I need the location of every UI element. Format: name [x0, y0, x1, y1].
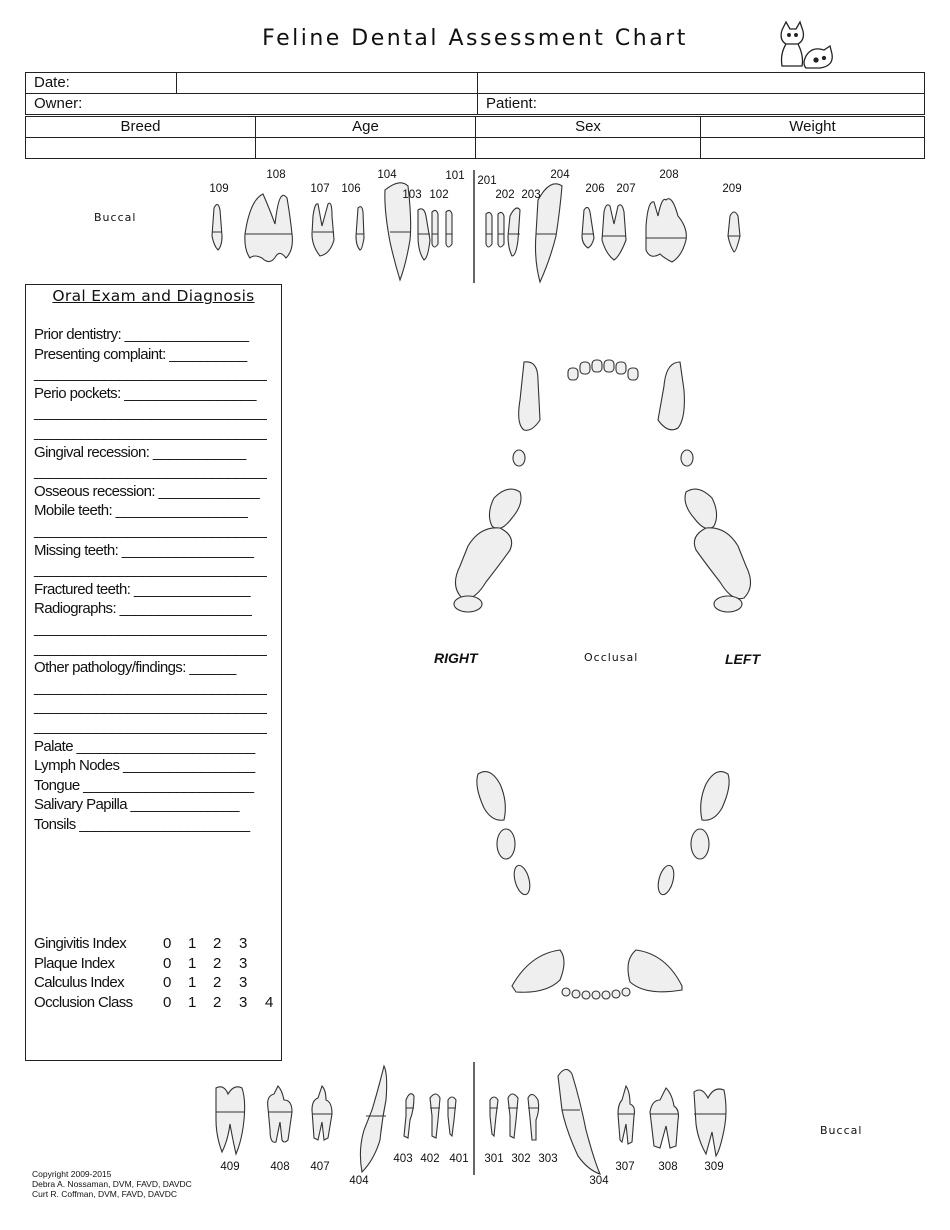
index-score[interactable]: 4 [265, 993, 274, 1011]
tooth-number: 101 [445, 170, 465, 182]
index-score[interactable]: 3 [239, 974, 248, 992]
exam-line[interactable]: ______________________________ [34, 639, 267, 657]
index-score[interactable]: 0 [163, 935, 172, 952]
oral-exam-title: Oral Exam and Diagnosis [52, 287, 255, 305]
sex-field[interactable] [476, 138, 701, 159]
oral-exam-panel [25, 284, 282, 1061]
exam-line[interactable]: Mobile teeth: _________________ [34, 502, 248, 520]
tooth-number: 309 [704, 1161, 724, 1173]
tooth-number: 303 [538, 1153, 558, 1165]
breed-header: Breed [26, 117, 256, 138]
page-title: Feline Dental Assessment Chart [262, 26, 688, 51]
exam-line[interactable]: Palate _______________________ [34, 737, 255, 755]
tooth-number: 207 [616, 183, 636, 195]
copyright-line: Curt R. Coffman, DVM, FAVD, DAVDC [32, 1189, 178, 1199]
tooth-number: 403 [393, 1153, 413, 1165]
exam-line[interactable]: Tonsils ______________________ [34, 816, 250, 833]
lower-buccal-label: Buccal [820, 1124, 863, 1137]
tooth-number: 103 [402, 189, 422, 201]
tooth-number: 202 [495, 189, 515, 201]
tooth-number: 408 [270, 1161, 290, 1173]
index-score[interactable]: 3 [239, 954, 248, 972]
exam-line[interactable]: ______________________________ [34, 561, 267, 579]
tooth-number: 106 [341, 183, 361, 195]
index-score[interactable]: 0 [163, 974, 172, 992]
index-label: Occlusion Class [34, 993, 133, 1011]
exam-line[interactable]: ______________________________ [34, 620, 267, 637]
occlusal-view-teeth [420, 350, 780, 1030]
index-score[interactable]: 2 [213, 935, 222, 952]
age-field[interactable] [256, 138, 476, 159]
left-label: LEFT [725, 651, 760, 667]
right-label: RIGHT [434, 650, 478, 666]
index-label: Gingivitis Index [34, 935, 127, 952]
tooth-number: 209 [722, 183, 742, 195]
copyright [32, 1169, 192, 1199]
exam-line[interactable]: ______________________________ [34, 463, 267, 481]
tooth-number: 409 [220, 1161, 240, 1173]
index-label: Calculus Index [34, 974, 124, 992]
tooth-number: 201 [477, 175, 497, 187]
breed-field[interactable] [26, 138, 256, 159]
exam-line[interactable]: ______________________________ [34, 404, 267, 422]
tooth-number: 307 [615, 1161, 635, 1173]
index-score[interactable]: 0 [163, 954, 172, 972]
date-field[interactable] [177, 73, 478, 94]
upper-buccal-label: Buccal [94, 211, 137, 224]
index-score[interactable]: 2 [213, 993, 222, 1011]
age-header: Age [256, 117, 476, 138]
date-label: Date: [26, 73, 177, 94]
index-score[interactable]: 3 [239, 935, 248, 952]
tooth-number: 304 [589, 1175, 609, 1187]
exam-line[interactable]: Prior dentistry: ________________ [34, 326, 249, 343]
sex-header: Sex [476, 117, 701, 138]
tooth-number: 208 [659, 169, 679, 181]
exam-line[interactable]: Tongue ______________________ [34, 776, 254, 794]
index-score[interactable]: 0 [163, 993, 172, 1011]
tooth-number: 407 [310, 1161, 330, 1173]
tooth-number: 108 [266, 169, 286, 181]
index-score[interactable]: 1 [188, 993, 197, 1011]
tooth-number: 402 [420, 1153, 440, 1165]
tooth-number: 109 [209, 183, 229, 195]
tooth-number: 401 [449, 1153, 469, 1165]
tooth-number: 203 [521, 189, 541, 201]
exam-line[interactable]: Gingival recession: ____________ [34, 443, 246, 461]
exam-line[interactable]: Fractured teeth: _______________ [34, 580, 250, 598]
exam-line[interactable]: Presenting complaint: __________ [34, 345, 247, 363]
tooth-number: 206 [585, 183, 605, 195]
exam-line[interactable]: Missing teeth: _________________ [34, 541, 254, 559]
tooth-number: 308 [658, 1161, 678, 1173]
weight-header: Weight [701, 117, 925, 138]
tooth-number: 204 [550, 169, 570, 181]
exam-line[interactable]: Other pathology/findings: ______ [34, 659, 236, 677]
exam-line[interactable]: Lymph Nodes _________________ [34, 757, 255, 775]
index-score[interactable]: 1 [188, 954, 197, 972]
exam-line[interactable]: Radiographs: _________________ [34, 600, 252, 618]
copyright-line: Copyright 2009-2015 [32, 1169, 112, 1179]
index-score[interactable]: 1 [188, 935, 197, 952]
owner-label[interactable]: Owner: [26, 94, 478, 115]
tooth-number: 404 [349, 1175, 369, 1187]
patient-label[interactable]: Patient: [478, 94, 925, 115]
index-score[interactable]: 2 [213, 974, 222, 992]
patient-details-table [25, 116, 925, 159]
copyright-line: Debra A. Nossaman, DVM, FAVD, DAVDC [32, 1179, 192, 1189]
exam-line[interactable]: ______________________________ [34, 698, 267, 716]
index-score[interactable]: 2 [213, 954, 222, 972]
patient-info-table [25, 72, 925, 115]
tooth-number: 107 [310, 183, 330, 195]
cat-dog-logo [772, 20, 838, 72]
date-extra-field[interactable] [478, 73, 925, 94]
exam-line[interactable]: Osseous recession: _____________ [34, 482, 260, 500]
occlusal-label: Occlusal [584, 651, 639, 664]
tooth-number: 102 [429, 189, 449, 201]
index-score[interactable]: 1 [188, 974, 197, 992]
exam-line[interactable]: Perio pockets: _________________ [34, 384, 256, 402]
exam-line[interactable]: ______________________________ [34, 424, 267, 441]
tooth-number: 104 [377, 169, 397, 181]
exam-line[interactable]: ______________________________ [34, 522, 267, 539]
exam-line[interactable]: ______________________________ [34, 365, 267, 383]
weight-field[interactable] [701, 138, 925, 159]
exam-line[interactable]: Salivary Papilla ______________ [34, 796, 239, 814]
exam-line[interactable]: ______________________________ [34, 678, 267, 696]
tooth-number: 301 [484, 1153, 504, 1165]
index-label: Plaque Index [34, 954, 115, 972]
index-score[interactable]: 3 [239, 993, 248, 1011]
exam-line[interactable]: ______________________________ [34, 718, 267, 735]
tooth-number: 302 [511, 1153, 531, 1165]
